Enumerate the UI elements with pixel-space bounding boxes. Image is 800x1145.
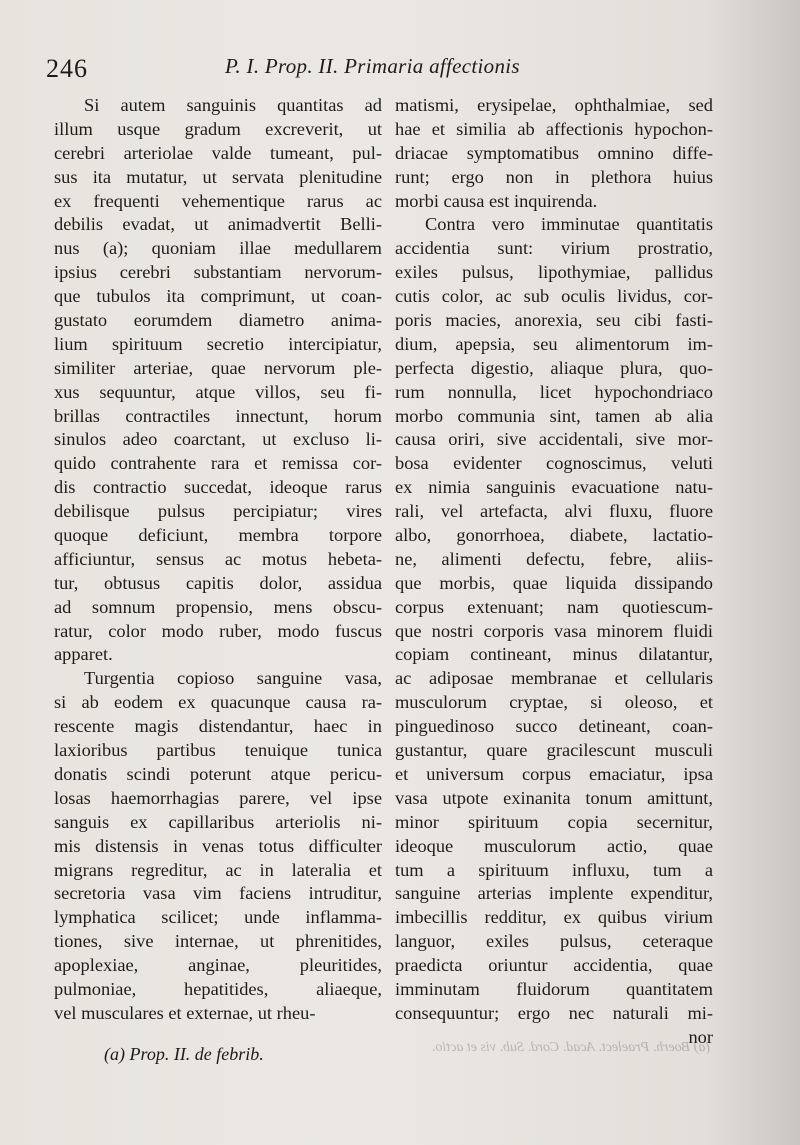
text-line: exiles pulsus, lipothymiae, pallidus xyxy=(395,262,713,283)
text-line: Turgentia copioso sanguine vasa, xyxy=(84,668,382,689)
text-line: debilisque pulsus percipiatur; vires xyxy=(54,501,382,522)
text-line: morbi causa est inquirenda. xyxy=(395,190,598,211)
left-text-column xyxy=(54,94,382,1026)
text-line: dium, apepsia, seu alimentorum im- xyxy=(395,333,713,354)
text-line: imbecillis redditur, ex quibus virium xyxy=(395,907,713,928)
text-line: nus (a); quoniam illae medullarem xyxy=(54,238,382,259)
text-line: ideoque musculorum actio, quae xyxy=(395,835,713,856)
text-line: pinguedinoso succo detineant, coan- xyxy=(395,716,713,737)
text-line: sus ita mutatur, ut servata plenitudine xyxy=(54,166,382,187)
text-line: minor spirituum copia secernitur, xyxy=(395,811,713,832)
text-line: lium spirituum secretio intercipiatur, xyxy=(54,333,382,354)
text-line: tur, obtusus capitis dolor, assidua xyxy=(54,572,382,593)
text-line: et universum corpus emaciatur, ipsa xyxy=(395,763,713,784)
text-line: ac adiposae membranae et cellularis xyxy=(395,668,713,689)
text-line: afficiuntur, sensus ac motus hebeta- xyxy=(54,548,382,569)
text-line: gustantur, quare gracilescunt musculi xyxy=(395,740,713,761)
text-line: hae et similia ab affectionis hypochon- xyxy=(395,118,713,139)
right-text-column xyxy=(395,94,713,1050)
text-line: xus sequuntur, atque villos, seu fi- xyxy=(54,381,382,402)
text-line: gustato eorumdem diametro anima- xyxy=(54,310,382,331)
text-line: si ab eodem ex quacunque causa ra- xyxy=(54,692,382,713)
text-line: morbo communia sint, tamen ab alia xyxy=(395,405,713,426)
text-line: sanguis ex capillaribus arteriolis ni- xyxy=(54,811,382,832)
text-line: ipsius cerebri substantiam nervorum- xyxy=(54,262,382,283)
text-line: rescente magis distendantur, haec in xyxy=(54,716,382,737)
text-line: imminutam fluidorum quantitatem xyxy=(395,978,713,999)
text-line: migrans regreditur, ac in lateralia et xyxy=(54,859,382,880)
text-line: nor xyxy=(688,1026,713,1047)
text-line: poris macies, anorexia, seu cibi fasti- xyxy=(395,310,713,331)
text-line: rali, vel artefacta, alvi fluxu, fluore xyxy=(395,501,713,522)
text-line: tiones, sive internae, ut phrenitides, xyxy=(54,931,382,952)
text-line: accidentia sunt: virium prostratio, xyxy=(395,238,713,259)
text-line: que tubulos ita comprimunt, ut coan- xyxy=(54,286,382,307)
text-line: languor, exiles pulsus, ceteraque xyxy=(395,931,713,952)
text-line: brillas contractiles innectunt, horum xyxy=(54,405,382,426)
text-line: perfecta digestio, aliaque plura, quo- xyxy=(395,357,713,378)
text-line: similiter arteriae, quae nervorum ple- xyxy=(54,357,382,378)
text-line: pulmoniae, hepatitides, aliaeque, xyxy=(54,978,382,999)
text-line: Contra vero imminutae quantitatis xyxy=(425,214,713,235)
text-line: driacae symptomatibus omnino diffe- xyxy=(395,142,713,163)
text-line: mis distensis in venas totus difficulter xyxy=(54,835,382,856)
text-line: ne, alimenti defectu, febre, aliis- xyxy=(395,548,713,569)
text-line: musculorum cryptae, si oleoso, et xyxy=(395,692,713,713)
text-line: lymphatica scilicet; unde inflamma- xyxy=(54,907,382,928)
text-line: dis contractio succedat, ideoque rarus xyxy=(54,477,382,498)
text-line: Si autem sanguinis quantitas ad xyxy=(84,95,382,115)
running-head: P. I. Prop. II. Primaria affectionis xyxy=(225,54,520,78)
text-line: losas haemorrhagias parere, vel ipse xyxy=(54,787,382,808)
text-line: ex nimia sanguinis evacuatione natu- xyxy=(395,477,713,498)
text-line: corpus extenuant; nam quotiescum- xyxy=(395,596,713,617)
text-line: praedicta oriuntur accidentia, quae xyxy=(395,955,713,976)
text-line: runt; ergo non in plethora huius xyxy=(395,166,713,187)
text-line: albo, gonorrhoea, diabete, lactatio- xyxy=(395,525,713,546)
text-line: matismi, erysipelae, ophthalmiae, sed xyxy=(395,95,713,115)
text-line: consequuntur; ergo nec naturali mi- xyxy=(395,1002,713,1023)
page-header xyxy=(0,48,800,88)
text-line: cerebri arteriolae valde tumeant, pul- xyxy=(54,142,382,163)
text-line: vel musculares et externae, ut rheu- xyxy=(54,1002,316,1023)
text-line: vasa utpote exinanita tonum amittunt, xyxy=(395,787,713,808)
text-line: cutis color, ac sub oculis lividus, cor- xyxy=(395,286,713,307)
text-line: tum a spirituum influxu, tum a xyxy=(395,859,713,880)
text-line: sinulos adeo coarctant, ut excluso li- xyxy=(54,429,382,450)
text-line: illum usque gradum excreverit, ut xyxy=(54,118,382,139)
text-line: que morbis, quae liquida dissipando xyxy=(395,572,713,593)
text-line: donatis scindi poterunt atque pericu- xyxy=(54,763,382,784)
text-line: quido contrahente rara et remissa cor- xyxy=(54,453,382,474)
bleed-through-text: (a) Boerh. Praelect. Acad. Cord. Sub. vis et actio. xyxy=(431,1040,710,1055)
text-line: bosa evidenter cognoscimus, veluti xyxy=(395,453,713,474)
page-number: 246 xyxy=(46,54,88,83)
text-line: ex frequenti vehementique rarus ac xyxy=(54,190,382,211)
text-line: secretoria vasa vim faciens intruditur, xyxy=(54,883,382,904)
text-line: causa oriri, sive accidentali, sive mor- xyxy=(395,429,713,450)
text-line: apparet. xyxy=(54,644,113,665)
text-line: apoplexiae, anginae, pleuritides, xyxy=(54,955,382,976)
text-line: laxioribus partibus tenuique tunica xyxy=(54,740,382,761)
text-line: que nostri corporis vasa minorem fluidi xyxy=(395,620,713,641)
footnote: (a) Prop. II. de febrib. xyxy=(104,1044,264,1064)
text-line: sanguine arterias implente expenditur, xyxy=(395,883,713,904)
text-line: copiam contineant, minus dilatantur, xyxy=(395,644,713,665)
text-line: ratur, color modo ruber, modo fuscus xyxy=(54,620,382,641)
text-line: rum nonnulla, licet hypochondriaco xyxy=(395,381,713,402)
text-line: debilis evadat, ut animadvertit Belli- xyxy=(54,214,382,235)
text-line: quoque deficiunt, membra torpore xyxy=(54,525,382,546)
text-line: ad somnum propensio, mens obscu- xyxy=(54,596,382,617)
